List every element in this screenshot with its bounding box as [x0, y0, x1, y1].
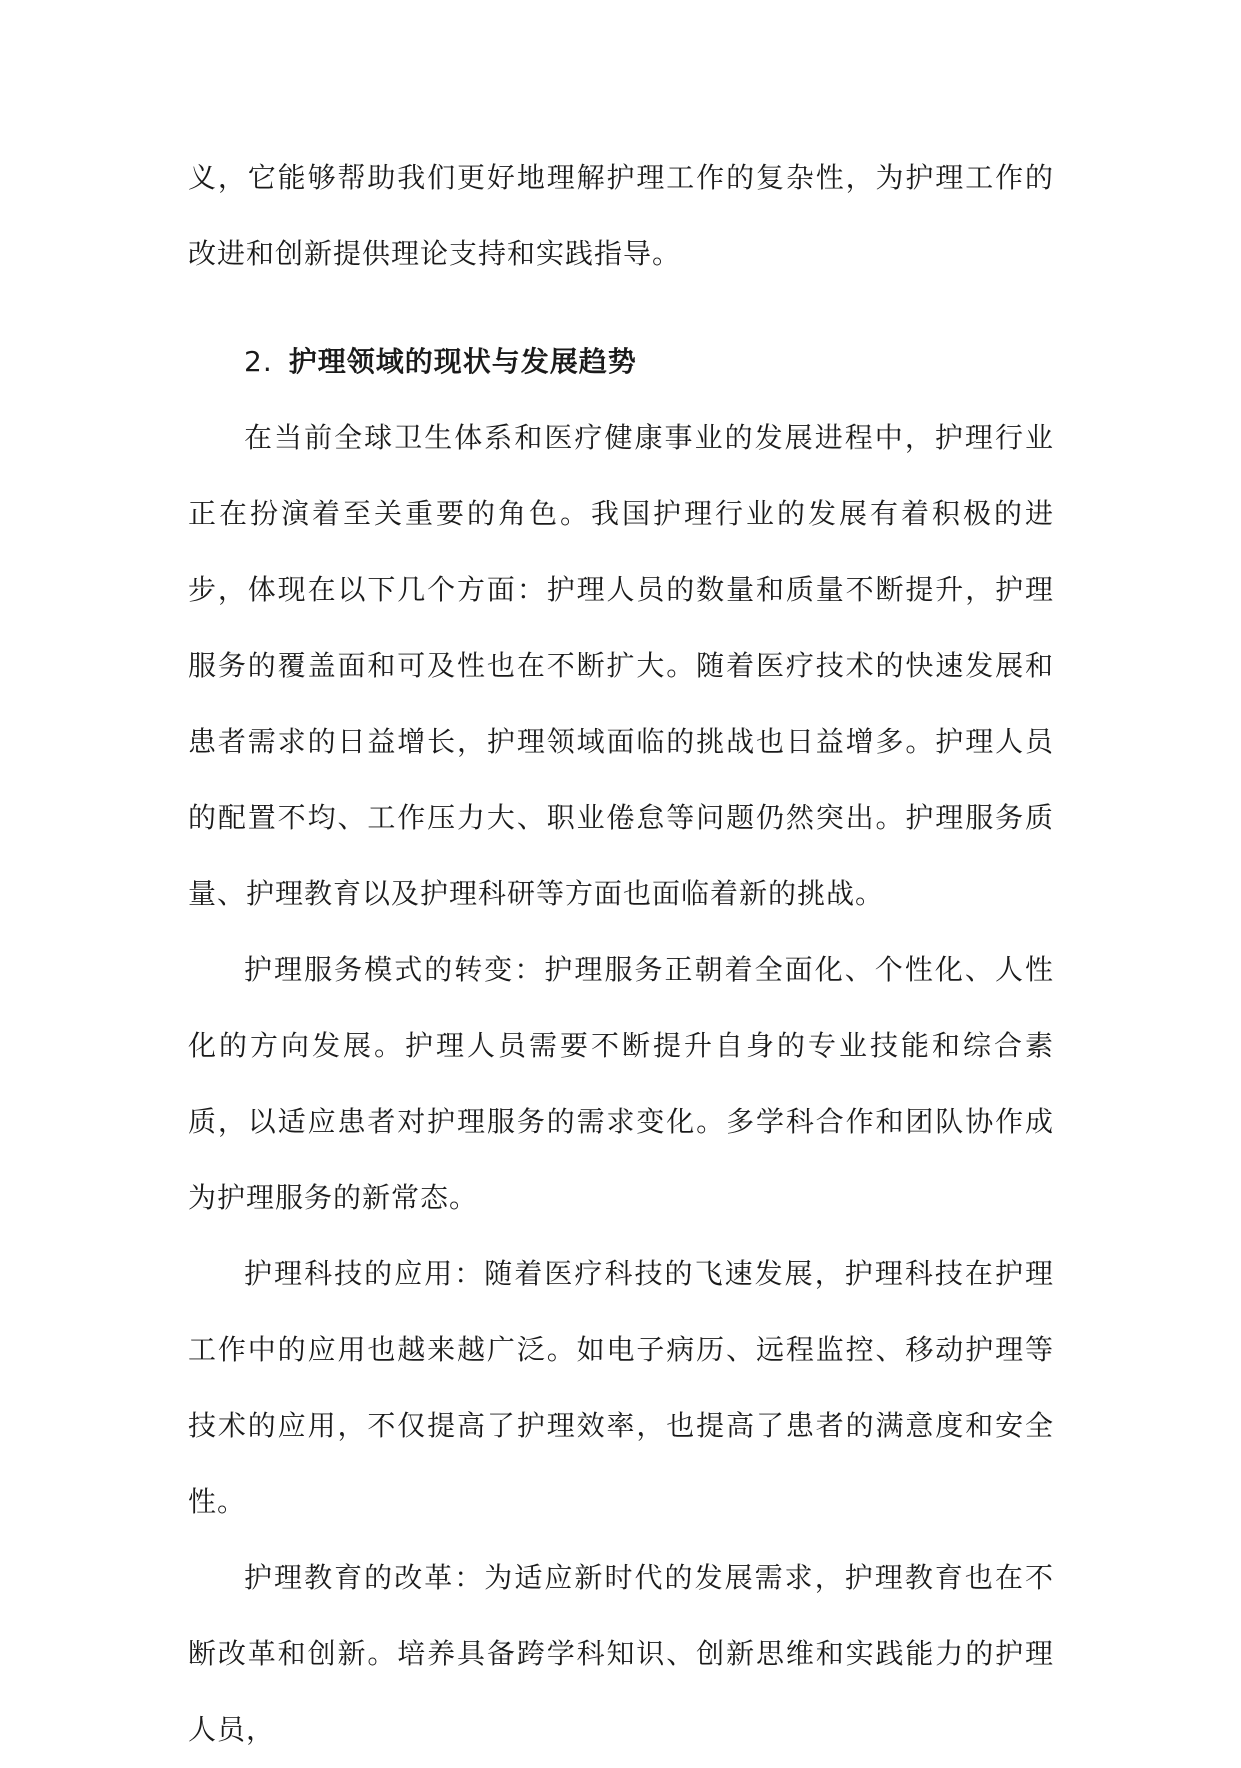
- continued-paragraph: 义，它能够帮助我们更好地理解护理工作的复杂性，为护理工作的改进和创新提供理论支持和实践指导。: [188, 161, 1054, 270]
- section-heading: [188, 324, 1054, 400]
- section-number: 2.: [244, 345, 273, 378]
- paragraph-technology: 护理科技的应用：随着医疗科技的飞速发展，护理科技在护理工作中的应用也越来越广泛。如电子病历、远程监控、移动护理等技术的应用，不仅提高了护理效率，也提高了患者的满意度和安全性。: [188, 1257, 1054, 1518]
- paragraph-education: 护理教育的改革：为适应新时代的发展需求，护理教育也在不断改革和创新。培养具备跨学科知识、创新思维和实践能力的护理人员，: [188, 1561, 1054, 1746]
- paragraph-current-status: 在当前全球卫生体系和医疗健康事业的发展进程中，护理行业正在扮演着至关重要的角色。我国护理行业的发展有着积极的进步，体现在以下几个方面：护理人员的数量和质量不断提升，护理服务的覆盖面和可及性也在不断扩大。随着医疗技术的快速发展和患者需求的日益增长，护理领域面临的挑战也日益增多。护理人员的配置不均、工作压力大、职业倦怠等问题仍然突出。护理服务质量、护理教育以及护理科研等方面也面临着新的挑战。: [188, 421, 1054, 910]
- section-title: 护理领域的现状与发展趋势: [288, 345, 637, 378]
- paragraph-service-model: 护理服务模式的转变：护理服务正朝着全面化、个性化、人性化的方向发展。护理人员需要不断提升自身的专业技能和综合素质，以适应患者对护理服务的需求变化。多学科合作和团队协作成为护理服务的新常态。: [188, 953, 1054, 1214]
- document-body: [188, 140, 1054, 1768]
